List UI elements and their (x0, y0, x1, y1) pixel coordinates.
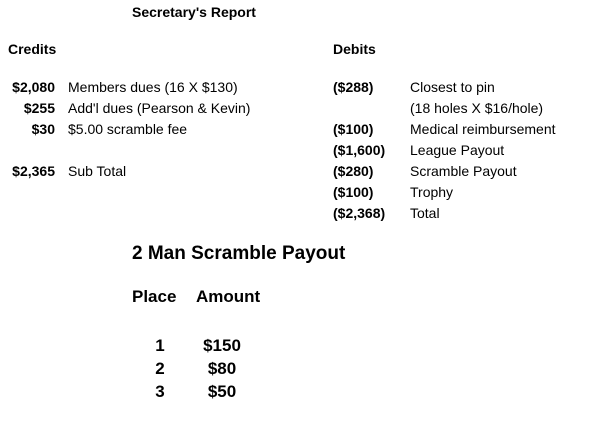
debit-desc: Scramble Payout (410, 163, 517, 179)
credit-desc: Add'l dues (Pearson & Kevin) (68, 100, 251, 116)
debit-total-desc: Total (410, 205, 440, 221)
debit-desc: Trophy (410, 184, 454, 200)
payout-amount: $150 (203, 336, 241, 355)
debit-desc: Medical reimbursement (410, 121, 556, 137)
debit-amount: ($280) (333, 163, 374, 179)
report-title: Secretary's Report (132, 4, 256, 20)
debit-amount: ($100) (333, 184, 374, 200)
credits-header: Credits (8, 41, 57, 57)
debit-desc: League Payout (410, 142, 505, 158)
debit-desc: (18 holes X $16/hole) (410, 100, 544, 116)
credit-desc: Members dues (16 X $130) (68, 79, 238, 95)
credit-amount: $2,080 (12, 79, 55, 95)
payout-amount: $50 (207, 382, 237, 401)
payout-amount: $80 (207, 359, 237, 378)
place-column-header: Place (132, 287, 177, 306)
scramble-title: 2 Man Scramble Payout (132, 243, 346, 264)
debits-header: Debits (333, 41, 376, 57)
debit-desc: Closest to pin (410, 79, 495, 95)
credit-desc: $5.00 scramble fee (68, 121, 188, 137)
amount-column-header: Amount (196, 287, 261, 306)
place-value: 2 (155, 359, 165, 378)
debit-amount: ($100) (333, 121, 374, 137)
credit-amount: $30 (31, 121, 55, 137)
place-value: 3 (155, 382, 165, 401)
debit-total-amount: ($2,368) (333, 205, 386, 221)
place-value: 1 (155, 336, 165, 355)
credit-subtotal-amount: $2,365 (12, 163, 55, 179)
credit-subtotal-desc: Sub Total (68, 163, 127, 179)
debit-amount: ($288) (333, 79, 374, 95)
debit-amount: ($1,600) (333, 142, 386, 158)
credit-amount: $255 (23, 100, 55, 116)
